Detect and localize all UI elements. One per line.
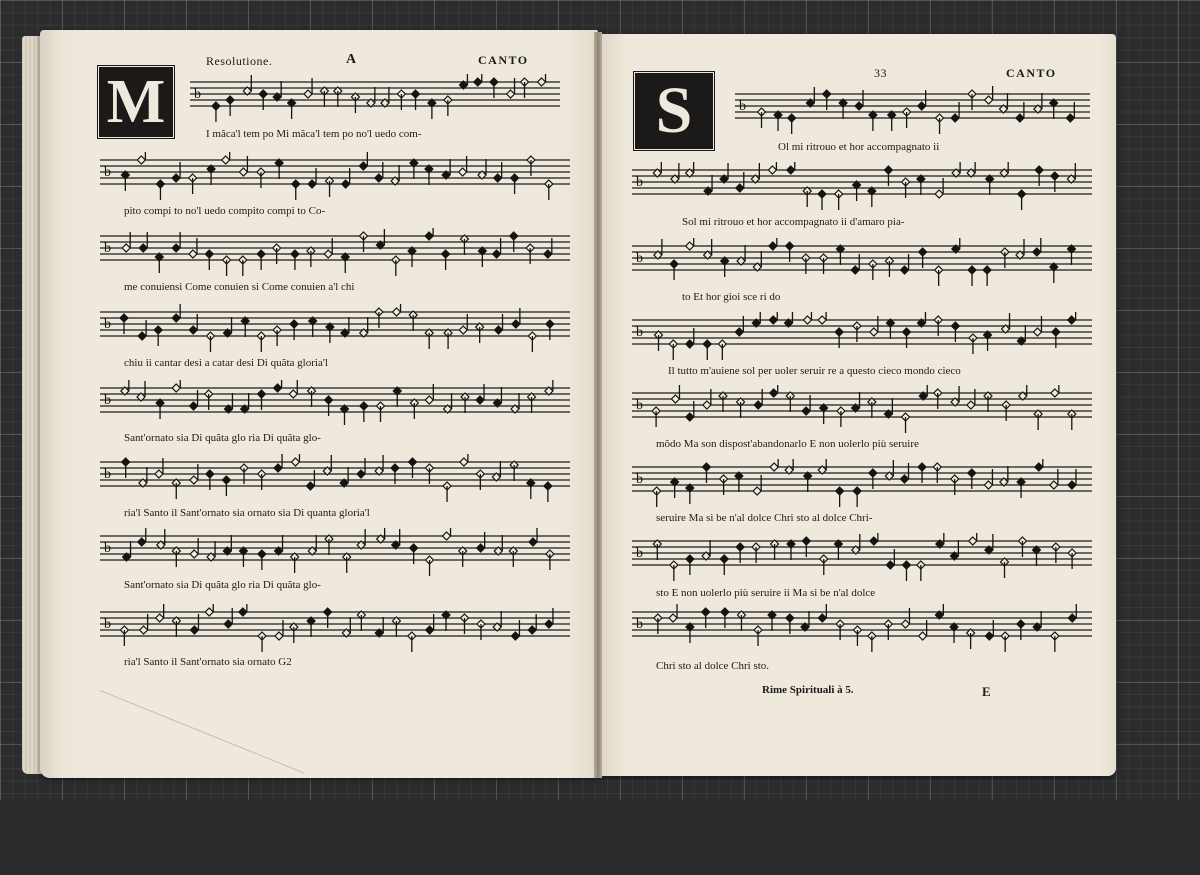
music-staff [190,74,560,124]
note-head [342,180,350,188]
lyric-line: Chri sto al dolce Chri sto. [656,660,770,672]
note-head [189,326,197,334]
note-head [1068,614,1076,622]
note-head [935,190,943,198]
note-head [324,250,332,258]
note-head [671,395,679,403]
note-head [753,487,761,495]
lyric-line: Il tutto m'auiene sol per uoler seruir re a questo cieco mondo cieco [668,365,961,377]
left-header-mark: A [346,52,357,67]
note-head [476,396,484,404]
note-head [985,96,993,104]
note-head [239,168,247,176]
note-head [686,340,694,348]
music-staff [100,454,570,504]
lyric-line: Sant'ornato sia Di quãta glo ria Di quãta glo- [124,432,321,444]
note-head [139,244,147,252]
clef-symbol: b [636,617,643,632]
note-head [770,389,778,397]
music-staff [632,459,1092,509]
note-head [239,608,247,616]
lyric-line: Ol mi ritrouo et hor accompagnato ii [778,141,940,153]
note-head [172,174,180,182]
clef-symbol: b [104,241,111,256]
note-head [787,166,795,174]
note-head [1033,248,1041,256]
note-head [375,174,383,182]
note-head [190,550,198,558]
note-head [459,168,467,176]
footer-title: Rime Spirituali à 5. [762,684,854,696]
note-head [495,326,503,334]
note-head [1033,328,1041,336]
note-head [122,244,130,252]
lyric-line: ria'l Santo il Sant'ornato sia ornato sia Di quanta gloria'l [124,507,370,519]
note-head [1016,114,1024,122]
note-head [274,464,282,472]
note-head [137,156,145,164]
lyric-line: sto E non uolerlo più seruire ii Ma si be n'al dolce [656,587,876,599]
lyric-line: me conuiensi Come conuien si Come conuien a'l chi [124,281,355,293]
note-head [769,316,777,324]
music-staff [632,385,1092,435]
note-head [768,166,776,174]
music-staff [100,152,570,202]
note-head [855,102,863,110]
note-head [474,78,482,86]
lyric-line: I mãca'l tem po Mi mãca'l tem po no'l uedo com- [206,128,422,140]
lyric-line: mõdo Ma son dispost'abandonarlo E non uolerlo più seruire [656,438,919,450]
note-head [669,614,677,622]
note-head [545,620,553,628]
note-head [425,232,433,240]
note-head [393,308,401,316]
note-head [754,401,762,409]
note-head [918,102,926,110]
note-head [901,266,909,274]
decorative-initial-s: S [632,70,716,152]
note-head [967,401,975,409]
paper-tear [58,690,304,875]
note-head [190,476,198,484]
clef-symbol: b [104,617,111,632]
decorative-initial-m: M [96,64,176,140]
right-header-voice: CANTO [1006,66,1057,80]
note-head [425,396,433,404]
note-head [494,174,502,182]
note-head [426,626,434,634]
note-head [291,458,299,466]
note-head [803,316,811,324]
note-head [736,184,744,192]
right-page-number: 33 [874,66,887,80]
note-head [1035,463,1043,471]
note-head [222,156,230,164]
note-head [460,458,468,466]
lyric-line: pito compi to no'l uedo compito compi to Co- [124,205,326,217]
note-head [538,78,546,86]
music-staff [632,604,1092,654]
music-staff [632,162,1092,212]
lyric-line: ria'l Santo il Sant'ornato sia ornato G2 [124,656,292,668]
note-head [189,250,197,258]
note-head [985,632,993,640]
note-head [493,250,501,258]
note-head [802,407,810,415]
note-head [306,482,314,490]
clef-symbol: b [194,87,201,102]
clef-symbol: b [104,165,111,180]
note-head [544,250,552,258]
note-head [308,180,316,188]
note-head [1068,316,1076,324]
music-staff [100,228,570,278]
note-head [459,326,467,334]
clef-symbol: b [104,393,111,408]
note-head [984,481,992,489]
note-head [900,475,908,483]
music-staff [735,86,1090,136]
note-head [190,626,198,634]
note-head [951,114,959,122]
clef-symbol: b [636,472,643,487]
note-head [686,242,694,250]
note-head [818,614,826,622]
book-gutter [594,32,602,778]
music-staff [632,533,1092,583]
music-staff [632,238,1092,288]
clef-symbol: b [104,467,111,482]
note-head [919,632,927,640]
music-staff [100,304,570,354]
note-head [969,537,977,545]
note-head [140,626,148,634]
lyric-line: seruire Ma si be n'al dolce Chri sto al dolce Chri- [656,512,873,524]
note-head [274,384,282,392]
lyric-line: chiu ii cantar desi a catar desi Di quãta gloria'l [124,357,328,369]
lyric-line: Sant'ornato sia Di quãta glo ria Di quãta glo- [124,579,321,591]
note-head [507,90,515,98]
left-header-title: Resolutione. [206,54,273,68]
note-head [190,402,198,410]
lyric-line: Sol mi ritrouo et hor accompagnato ii d'amaro pia- [682,216,905,228]
note-head [359,162,367,170]
clef-symbol: b [739,99,746,114]
note-head [275,632,283,640]
clef-symbol: b [104,541,111,556]
footer-signature: E [982,684,991,699]
note-head [886,561,894,569]
note-head [138,332,146,340]
note-head [224,620,232,628]
clef-symbol: b [104,317,111,332]
music-staff [100,604,570,654]
left-header-voice: CANTO [478,53,529,67]
clef-symbol: b [636,325,643,340]
note-head [205,608,213,616]
note-head [528,626,536,634]
note-head [870,328,878,336]
note-head [1066,114,1074,122]
note-head [172,244,180,252]
note-head [735,328,743,336]
note-head [1068,481,1076,489]
note-head [477,544,485,552]
clef-symbol: b [636,251,643,266]
clef-symbol: b [636,175,643,190]
note-head [1051,389,1059,397]
note-head [870,537,878,545]
note-head [156,614,164,622]
note-head [289,390,297,398]
note-head [770,463,778,471]
note-head [512,320,520,328]
music-staff [100,528,570,578]
note-head [818,316,826,324]
note-head [511,632,519,640]
lyric-line: to Et hor gioi sce ri do [682,291,781,303]
note-head [172,314,180,322]
note-head [357,470,365,478]
note-head [529,538,537,546]
note-head [851,266,859,274]
note-head [155,470,163,478]
note-head [172,384,180,392]
note-head [1050,481,1058,489]
music-staff [632,312,1092,362]
note-head [304,90,312,98]
clef-symbol: b [636,398,643,413]
note-head [901,620,909,628]
note-head [138,538,146,546]
note-head [443,532,451,540]
clef-symbol: b [636,546,643,561]
note-head [686,413,694,421]
note-head [769,242,777,250]
note-head [703,401,711,409]
music-staff [100,380,570,430]
